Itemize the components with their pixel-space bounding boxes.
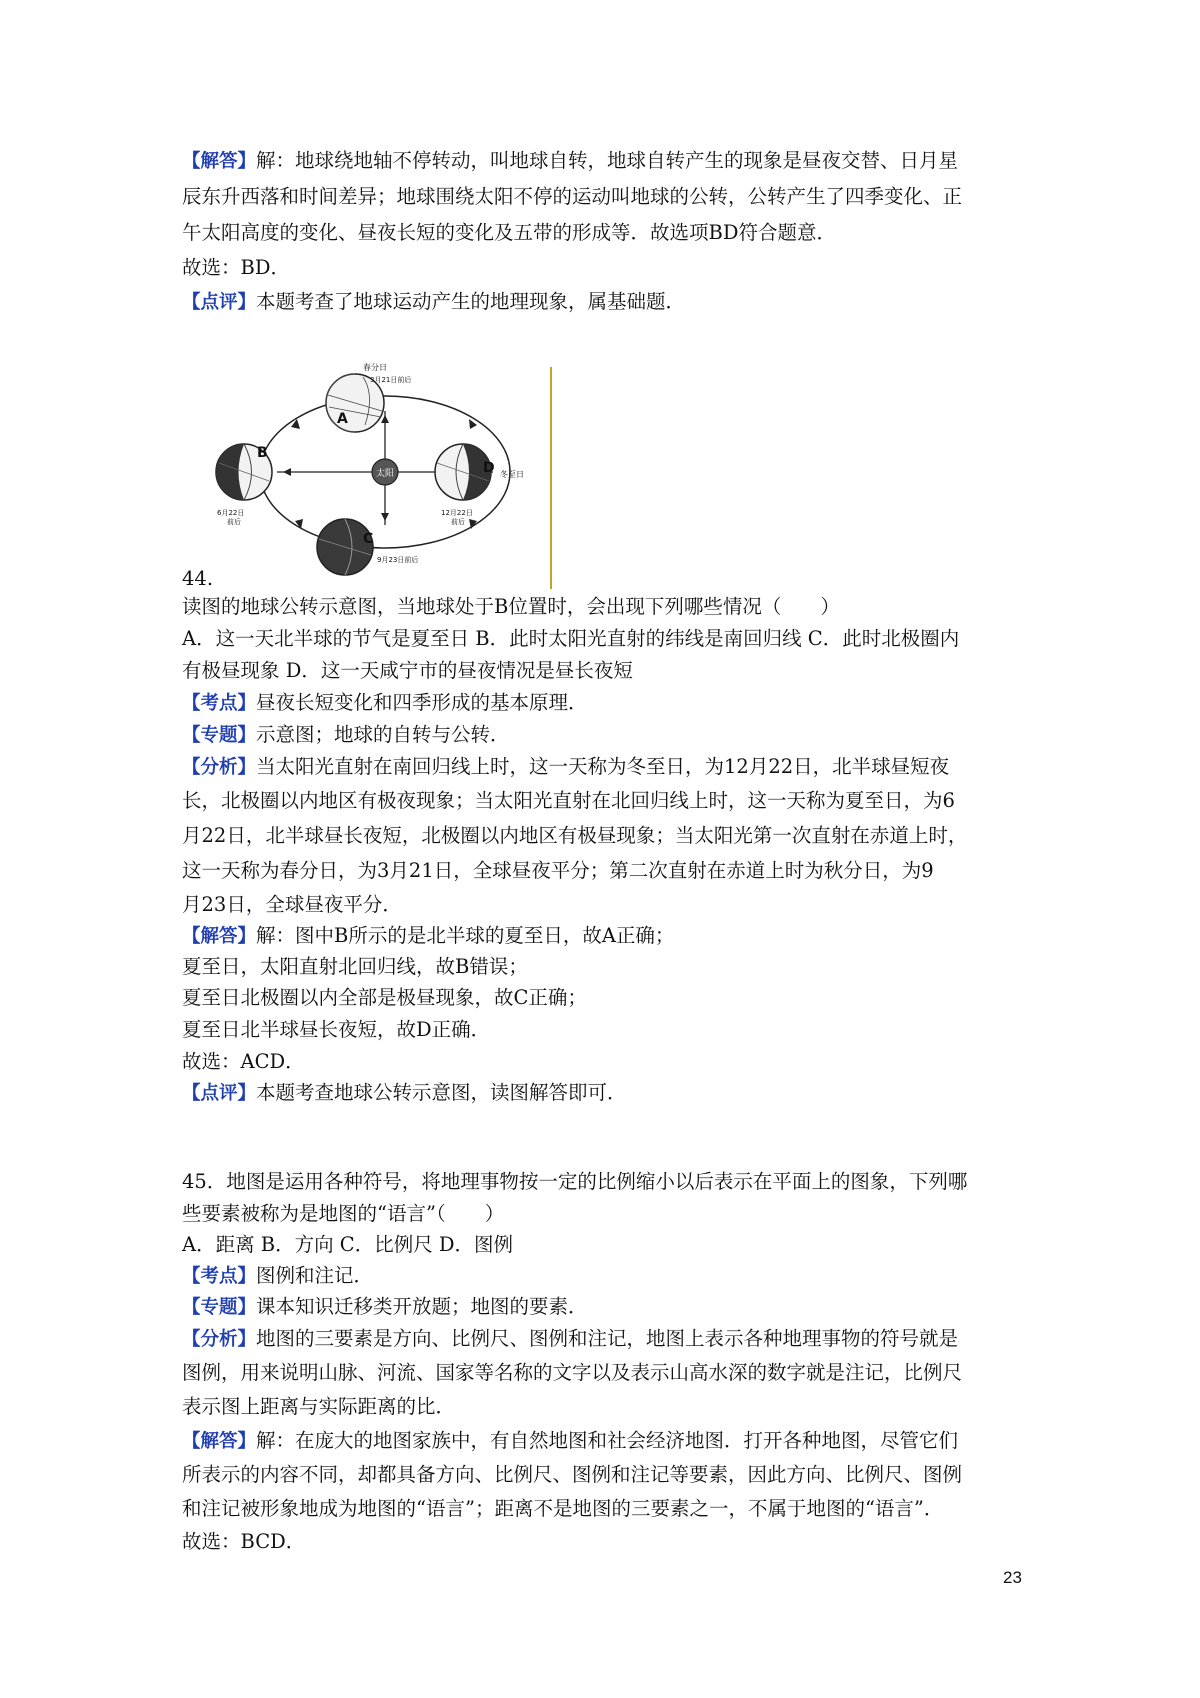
top-date: 3月21日前后 xyxy=(370,376,412,384)
q44-dianping: 【点评】本题考查地球公转示意图，读图解答即可． xyxy=(182,1081,627,1104)
q44-number: 44. xyxy=(182,567,214,590)
q44-zhuanti: 【专题】示意图；地球的自转与公转． xyxy=(182,723,510,746)
label-D: D xyxy=(483,460,495,476)
fenxi-tag: 【分析】 xyxy=(182,1329,257,1350)
q44-kaodian: 【考点】昼夜长短变化和四季形成的基本原理． xyxy=(182,691,588,714)
answer-tag: 【解答】 xyxy=(182,151,257,172)
label-C: C xyxy=(363,531,374,547)
q44-jieda-3: 夏至日北极圈以内全部是极昼现象，故C正确； xyxy=(182,986,587,1009)
arrow-down-icon xyxy=(381,513,389,521)
left-date-1: 6月22日 xyxy=(217,509,245,517)
q45-stem-1: 45．地图是运用各种符号，将地理事物按一定的比例缩小以后表示在平面上的图象，下列哪 xyxy=(182,1170,968,1193)
q44-options-1: A．这一天北半球的节气是夏至日 B．此时太阳光直射的纬线是南回归线 C．此时北极圈内 xyxy=(182,627,960,650)
left-date-2: 前后 xyxy=(227,518,241,526)
q44-fenxi-2: 长，北极圈以内地区有极夜现象；当太阳光直射在北回归线上时，这一天称为夏至日，为6 xyxy=(182,789,955,812)
answer-line-1: 【解答】解：地球绕地轴不停转动，叫地球自转，地球自转产生的现象是昼夜交替、日月星 xyxy=(182,149,959,172)
zhuanti-tag: 【专题】 xyxy=(182,1297,257,1318)
sun-label: 太阳 xyxy=(375,469,395,479)
q44-fenxi-3: 月22日，北半球昼长夜短，北极圈以内地区有极昼现象；当太阳光第一次直射在赤道上时， xyxy=(182,824,968,847)
comment-tag: 【点评】 xyxy=(182,292,257,313)
jieda-tag: 【解答】 xyxy=(182,1431,257,1452)
kaodian-tag: 【考点】 xyxy=(182,693,257,714)
q44-answer: 故选：ACD． xyxy=(182,1050,305,1073)
q45-fenxi-1: 【分析】地图的三要素是方向、比例尺、图例和注记，地图上表示各种地理事物的符号就是 xyxy=(182,1327,959,1350)
q44-options-2: 有极昼现象 D．这一天咸宁市的昼夜情况是昼长夜短 xyxy=(182,659,633,682)
answer-line-2: 辰东升西落和时间差异；地球围绕太阳不停的运动叫地球的公转，公转产生了四季变化、正 xyxy=(182,185,963,208)
q44-fenxi-5: 月23日，全球昼夜平分． xyxy=(182,893,402,916)
arrow-up-icon xyxy=(381,415,389,423)
q44-jieda-2: 夏至日，太阳直射北回归线，故B错误； xyxy=(182,955,528,978)
answer-choice: 故选：BD． xyxy=(182,256,290,279)
q44-fenxi-4: 这一天称为春分日，为3月21日，全球昼夜平分；第二次直射在赤道上时为秋分日，为9 xyxy=(182,859,934,882)
right-date-1: 12月22日 xyxy=(441,509,473,517)
arrow-left-icon xyxy=(283,468,291,476)
bottom-date: 9月23日前后 xyxy=(377,556,419,564)
top-caption: 春分日 xyxy=(363,363,387,372)
q45-zhuanti: 【专题】课本知识迁移类开放题；地图的要素． xyxy=(182,1295,588,1318)
fenxi-tag: 【分析】 xyxy=(182,757,257,778)
dianping-tag: 【点评】 xyxy=(182,1083,257,1104)
figure-edge-rule xyxy=(550,367,552,589)
comment-line: 【点评】本题考查了地球运动产生的地理现象，属基础题． xyxy=(182,290,686,313)
right-caption: 冬至日 xyxy=(500,470,524,479)
answer-line-3: 午太阳高度的变化、昼夜长短的变化及五带的形成等．故选项BD符合题意． xyxy=(182,221,836,244)
q45-jieda-1: 【解答】解：在庞大的地图家族中，有自然地图和社会经济地图．打开各种地图，尽管它们 xyxy=(182,1429,959,1452)
q44-stem: 读图的地球公转示意图，当地球处于B位置时，会出现下列哪些情况（ ） xyxy=(182,595,840,618)
zhuanti-tag: 【专题】 xyxy=(182,725,257,746)
kaodian-tag: 【考点】 xyxy=(182,1266,257,1287)
earth-revolution-diagram xyxy=(217,363,550,587)
q45-stem-2: 些要素被称为是地图的“语言”（ ） xyxy=(182,1202,505,1225)
jieda-tag: 【解答】 xyxy=(182,926,257,947)
q45-answer: 故选：BCD． xyxy=(182,1530,306,1553)
q45-fenxi-3: 表示图上距离与实际距离的比． xyxy=(182,1395,456,1418)
q45-jieda-2: 所表示的内容不同，却都具备方向、比例尺、图例和注记等要素，因此方向、比例尺、图例 xyxy=(182,1463,963,1486)
label-B: B xyxy=(257,445,268,461)
right-date-2: 前后 xyxy=(451,518,465,526)
page-number: 23 xyxy=(1003,1568,1022,1587)
q45-kaodian: 【考点】图例和注记． xyxy=(182,1264,374,1287)
q44-jieda-1: 【解答】解：图中B所示的是北半球的夏至日，故A正确； xyxy=(182,924,675,947)
q44-fenxi-1: 【分析】当太阳光直射在南回归线上时，这一天称为冬至日，为12月22日，北半球昼短夜 xyxy=(182,755,950,778)
q45-jieda-3: 和注记被形象地成为地图的“语言”；距离不是地图的三要素之一，不属于地图的“语言”． xyxy=(182,1497,944,1520)
q45-fenxi-2: 图例，用来说明山脉、河流、国家等名称的文字以及表示山高水深的数字就是注记，比例尺 xyxy=(182,1361,963,1384)
label-A: A xyxy=(337,411,348,427)
q45-options: A．距离 B．方向 C．比例尺 D．图例 xyxy=(182,1233,514,1256)
q44-jieda-4: 夏至日北半球昼长夜短，故D正确． xyxy=(182,1018,491,1041)
earth-C-icon xyxy=(317,519,373,575)
